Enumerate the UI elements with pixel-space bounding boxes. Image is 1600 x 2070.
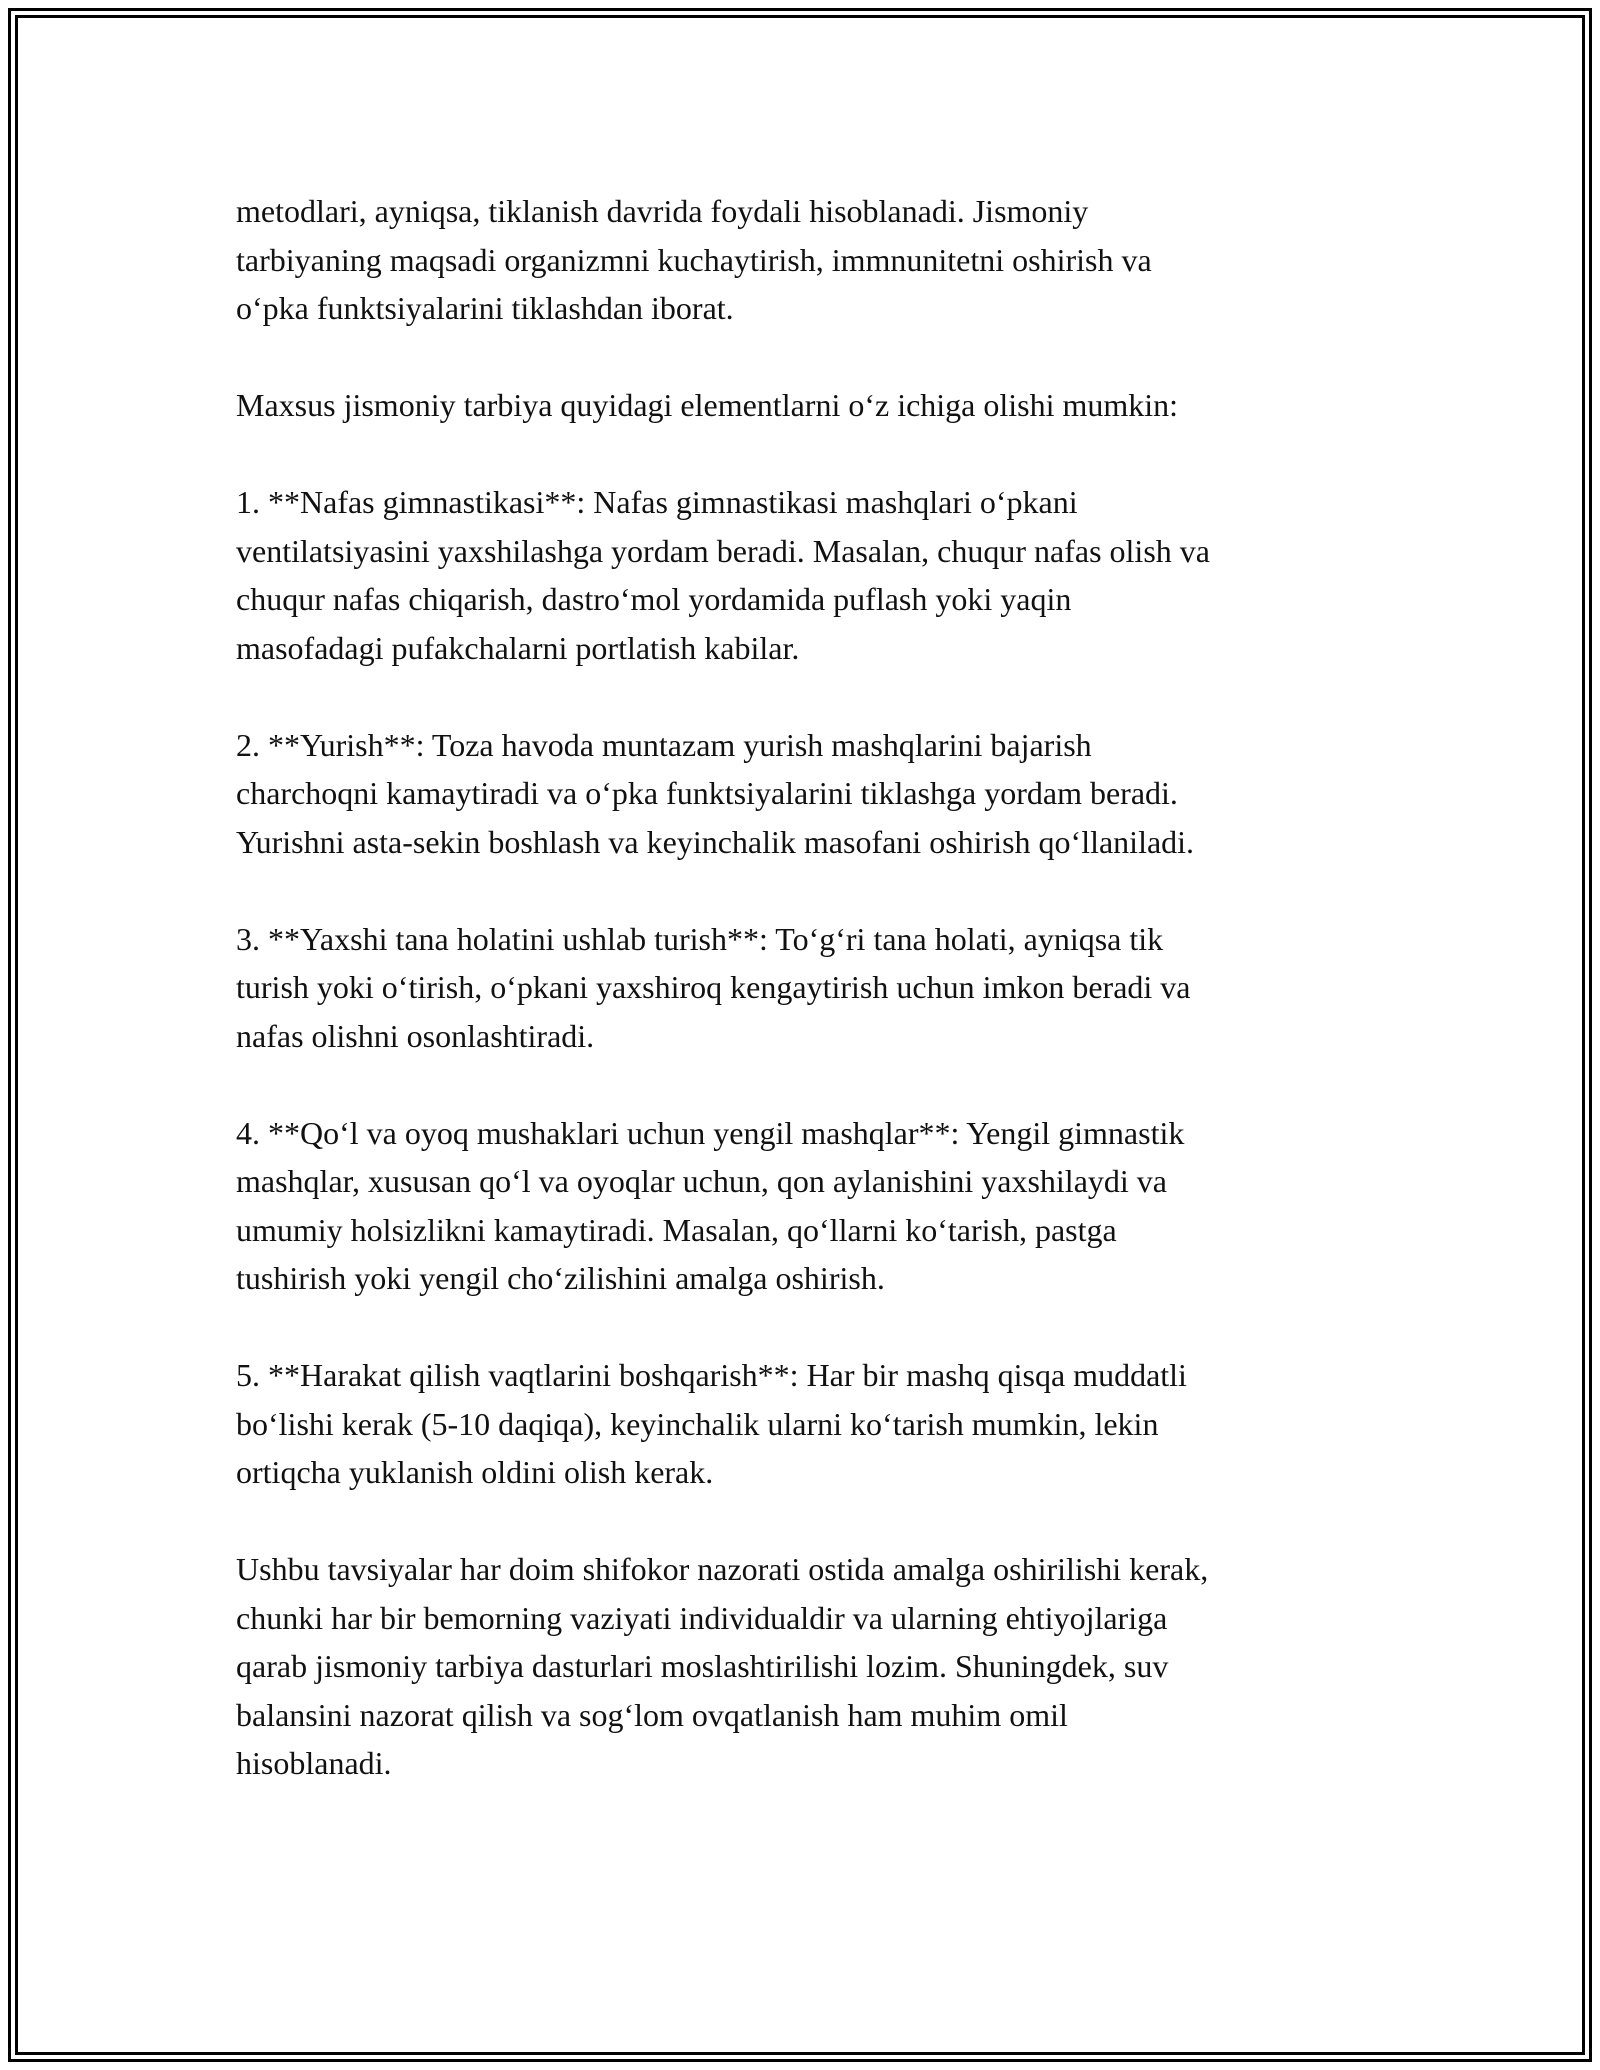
paragraph-list-lead: Maxsus jismoniy tarbiya quyidagi elementlarni o‘z ichiga olishi mumkin: bbox=[236, 387, 1179, 423]
document-body bbox=[236, 187, 1366, 1788]
paragraph-intro: metodlari, ayniqsa, tiklanish davrida foydali hisoblanadi. Jismoniy tarbiyaning maqsadi organizmni kuchaytirish, immnunitetni oshirish va o‘pka funktsiyalarini tiklashdan iborat. bbox=[236, 193, 1152, 326]
list-item-breathing-gymnastics: 1. **Nafas gimnastikasi**: Nafas gimnastikasi mashqlari o‘pkani ventilatsiyasini yaxshilashga yordam beradi. Masalan, chuqur nafas olish va chuqur nafas chiqarish, dastro‘mol yordamida puflash yoki yaqin masofadagi pufakchalarni portlatish kabilar. bbox=[236, 484, 1210, 666]
list-item-time-management: 5. **Harakat qilish vaqtlarini boshqarish**: Har bir mashq qisqa muddatli bo‘lishi kerak (5-10 daqiqa), keyinchalik ularni ko‘tarish mumkin, lekin ortiqcha yuklanish oldini olish kerak. bbox=[236, 1357, 1187, 1490]
paragraph-conclusion: Ushbu tavsiyalar har doim shifokor nazorati ostida amalga oshirilishi kerak, chunki har bir bemorning vaziyati individualdir va ularning ehtiyojlariga qarab jismoniy tarbiya dasturlari moslashtirilishi lozim. Shuningdek, suv balansini nazorat qilish va sog‘lom ovqatlanish ham muhim omil hisoblanadi. bbox=[236, 1551, 1209, 1781]
list-item-light-exercises: 4. **Qo‘l va oyoq mushaklari uchun yengil mashqlar**: Yengil gimnastik mashqlar, xususan qo‘l va oyoqlar uchun, qon aylanishini yaxshilaydi va umumiy holsizlikni kamaytiradi. Masalan, qo‘llarni ko‘tarish, pastga tushirish yoki yengil cho‘zilishini amalga oshirish. bbox=[236, 1114, 1185, 1296]
list-item-walking: 2. **Yurish**: Toza havoda muntazam yurish mashqlarini bajarish charchoqni kamaytiradi va o‘pka funktsiyalarini tiklashga yordam beradi. Yurishni asta-sekin boshlash va keyinchalik masofani oshirish qo‘llaniladi. bbox=[236, 726, 1195, 860]
list-item-posture: 3. **Yaxshi tana holatini ushlab turish**: To‘g‘ri tana holati, ayniqsa tik turish yoki o‘tirish, o‘pkani yaxshiroq kengaytirish uchun imkon beradi va nafas olishni osonlashtiradi. bbox=[236, 920, 1191, 1054]
